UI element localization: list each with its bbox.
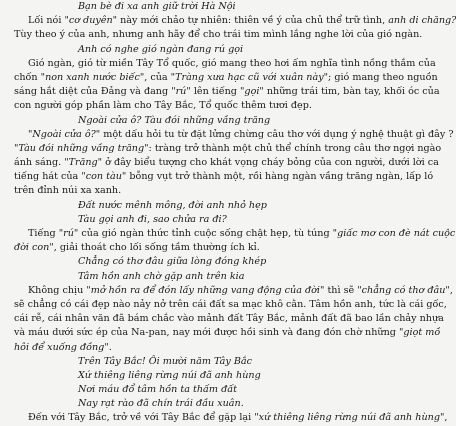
text-segment: con người góp phần làm cho Tây Bắc, Tổ quốc thêm tươi đẹp. [14,100,312,112]
text-segment: Anh có nghe gió ngàn đang rú gọi [78,43,244,55]
verse-line [14,199,388,213]
text-segment: cái rễ, cái nhân văn đã bám chắc vào mảnh đất Tây Bắc, mảnh đất đã bao lần chảy nhựa [14,313,444,325]
text-line [14,170,434,184]
text-segment: và máu dưới sức ép của Na-pan, nay mới được hồi sinh và đang đón chờ những [14,327,399,339]
text-segment: "non xanh nước biếc" [40,71,145,83]
text-segment: của gió ngàn thức tỉnh cuộc sống chật hẹp, tù túng [78,228,333,239]
verse-line [14,369,388,383]
text-line [14,284,453,298]
text-segment: , [444,412,448,424]
text-segment: chốn [14,71,41,83]
text-segment: , [449,284,453,296]
text-segment: Không chịu [28,284,87,296]
text-line [14,227,456,241]
text-line [14,28,423,42]
text-segment: "Tràng xưa hạc cũ với xuân này" [170,71,329,83]
verse-line [14,0,388,14]
text-line [14,142,442,156]
verse-line [14,43,388,57]
text-segment: những trái tim, bàn tay, khối óc của [263,86,440,98]
verse-line [14,355,388,369]
text-segment: tiếng hát của [14,171,82,183]
text-segment: "rú" [171,86,191,98]
text-segment: "chẳng có thơ đâu" [357,284,450,296]
text-line [14,184,388,198]
text-segment: Gió ngàn, gió từ miền Tây Tổ quốc, gió mang theo hơi ấm nghĩa tình nồng thắm của [28,57,436,69]
text-segment: đời con" [14,242,54,254]
text-segment: Xứ thiêng liêng rừng núi đã anh hùng [78,369,261,381]
text-line [14,156,439,170]
text-line [14,14,456,28]
text-line [14,298,447,312]
text-segment: Đến với Tây Bắc, trở về với Tây Bắc để gặp lại [28,412,255,424]
text-line [14,341,388,355]
text-segment: ánh sáng. [14,157,65,169]
text-segment: sáng hắt diệt của Đảng và đang [14,86,172,98]
text-segment: Ngoài cửa ô? Tàu đói những vầng trăng [78,114,271,126]
text-segment: "mở hồn ra để đón lấy những vang động của đời" [86,284,325,296]
verse-line [14,255,388,269]
text-segment: Tùy theo ý của anh, nhưng anh hãy để cho trái tim mình lắng nghe lời của gió ngàn. [14,29,423,41]
text-line [14,312,444,326]
text-segment: sẽ chẳng có cái đẹp nào nảy nở trên cái đất sa mạc khô cằn. Tâm hồn anh, tức là cái gốc, [14,298,447,310]
text-segment: Trên Tây Bắc! Ôi mười năm Tây Bắc [78,355,252,367]
verse-line [14,114,388,128]
text-segment: "gọi" [240,86,264,98]
text-segment: ở đây biểu tượng cho khát vọng cháy bỏng của con người, dưới lời ca [102,157,439,169]
text-segment: ; gió mang theo nguồn [328,71,438,83]
text-segment: Lối nói [28,15,65,27]
verse-line [14,213,388,227]
text-segment: thì sẽ [324,284,358,296]
text-line [14,128,454,142]
text-segment: "Trăng" [64,157,103,169]
text-segment: Nơi máu đổ tâm hồn ta thấm đất [78,384,237,396]
text-line [14,241,388,255]
text-segment: lên tiếng [190,86,241,98]
text-segment: , giải thoát cho lối sống tầm thường ích kỉ. [53,242,260,254]
text-segment: Tiếng [28,228,59,239]
verse-line [14,397,388,411]
text-segment: "giọt mồ [398,327,441,339]
text-segment: trên đỉnh núi xa xanh. [14,185,122,197]
text-line [14,71,438,85]
text-segment: "giấc mơ con đè nát cuộc [332,228,456,239]
text-line [14,326,441,340]
text-segment: "Ngoài cửa ô?" [28,128,101,140]
text-segment: Đất nước mênh mông, đời anh nhỏ hẹp [78,199,267,211]
verse-line [14,270,388,284]
text-line [14,99,388,113]
text-segment: bỗng vụt trở thành một, rồi hàng ngàn vầng trăng ngàn, lấp ló [126,171,434,183]
text-segment: Nay rạt rào đã chín trái đầu xuân. [78,398,244,410]
text-segment: "con tàu" [81,171,127,183]
text-segment: Tâm hồn anh chờ gặp anh trên kia [78,270,245,282]
text-segment: "Tàu đói những vầng trăng" [14,142,149,154]
text-segment: "rú" [58,228,79,239]
text-line [14,411,448,425]
text-segment: Bạn bè đi xa anh giữ trời Hà Nội [78,1,236,12]
text-segment: một dấu hỏi tu từ đặt lửng chừng câu thơ với dụng ý nghệ thuật gì đây ? [100,128,454,140]
text-segment: , của [144,71,171,83]
text-segment: : tràng trở thành một chủ thể chính trong câu thơ ngợi ngào [148,142,442,154]
verse-line [14,383,388,397]
text-segment: . [108,341,112,353]
text-segment: này mới chảo tự nhiên: thiên về ý của chủ thể trữ tình, [117,15,389,27]
text-segment: "xứ thiêng liêng rừng núi đã anh hùng" [254,412,445,424]
text-segment: hôi để xuống đồng" [14,341,109,353]
text-segment: Chẳng có thơ đâu giữa lòng đóng khép [78,256,267,268]
text-line [14,85,440,99]
text-line [14,57,436,71]
text-segment: "cơ duyên" [64,15,118,27]
text-segment: Tàu gọi anh đi, sao chửa ra đi? [78,213,227,225]
text-segment: anh di chăng? [388,15,456,27]
